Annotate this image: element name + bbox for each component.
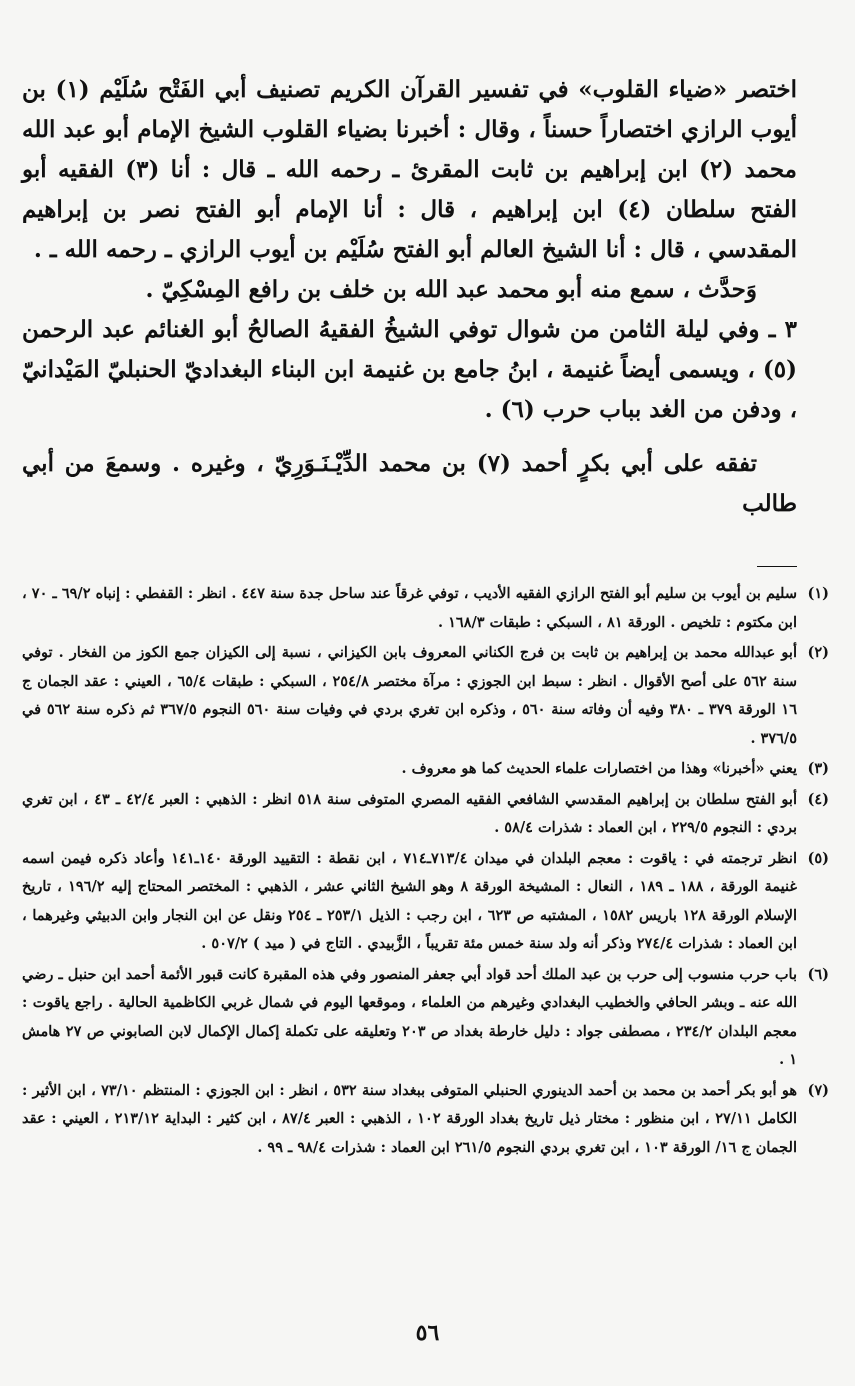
footnote-text: أبو عبدالله محمد بن إبراهيم بن ثابت بن فرج الكناني المعروف بابن الكيزاني ، نسبة إلى الكيزان جمع الكوز من الفخار . توفي سنة ٥٦٢ على أصح الأقوال . انظر : سبط ابن الجوزي : مرآة مختصر ٢٥٤/٨ ، السبكي : طبقات ٦٥/٤ ، العيني : عقد الجمان ج ١٦ الورقة ٣٧٩ ـ ٣٨٠ وفيه أن وفاته سنة ٥٦٠ ، وذكره ابن تغري بردي في وفيات سنة ٥٦٠ النجوم ٣٦٧/٥ ثم ذكره سنة ٥٦٢ في ٣٧٦/٥ . [22,644,797,747]
paragraph-2: وَحدَّث ، سمع منه أبو محمد عبد الله بن خلف بن رافع المِسْكِيّ . [145,276,757,303]
footnote-text: هو أبو بكر أحمد بن محمد بن أحمد الدينوري الحنبلي المتوفى ببغداد سنة ٥٣٢ ، انظر : ابن الجوزي : المنتظم ٧٣/١٠ ، ابن الأثير : الكامل ٢٧/١١ ، ابن منظور : مختار ذيل تاريخ بغداد الورقة ١٠٢ ، الذهبي : العبر ٨٧/٤ ، ابن كثير : البداية ٢١٣/١٢ ، العيني : عقد الجمان ج ١٦/ الورقة ١٠٣ ، ابن تغري بردي النجوم ٢٦١/٥ ابن العماد : شذرات ٩٨/٤ ـ ٩٩ . [22,1081,797,1156]
footnote-text: انظر ترجمته في : ياقوت : معجم البلدان في ميدان ٧١٣/٤ـ٧١٤ ، ابن نقطة : التقييد الورقة ١٤٠ـ١٤١ وأعاد ذكره فيمن اسمه غنيمة الورقة ، ١٨٨ ـ ١٨٩ ، النعال : المشيخة الورقة ٨ وهو الشيخ الثاني عشر ، الذهبي : المختصر المحتاج إليه ١٩٦/٢ ، تاريخ الإسلام الورقة ١٢٨ باريس ١٥٨٢ ، المشتبه ص ٦٢٣ ، ابن رجب : الذيل ٢٥٣/١ ـ ٢٥٤ ونقل عن ابن النجار وابن الدبيثي وغيرهما ، ابن العماد : شذرات ٢٧٤/٤ وذكر أنه ولد سنة خمس مئة تقريباً ، الزَّبيدي . التاج في ( ميد ) ٥٠٧/٢ . [22,849,797,952]
footnotes [22,580,829,1164]
paragraph-1: اختصر «ضياء القلوب» في تفسير القرآن الكريم تصنيف أبي الفَتْح سُلَيْم (١) بن أيوب الرازي اختصاراً حسناً ، وقال : أخبرنا بضياء القلوب الشيخ الإمام أبو عبد الله محمد (٢) ابن إبراهيم بن ثابت المقرئ ـ رحمه الله ـ قال : أنا (٣) الفقيه أبو الفتح سلطان (٤) ابن إبراهيم ، قال : أنا الإمام أبو الفتح نصر بن إبراهيم المقدسي ، قال : أنا الشيخ العالم أبو الفتح سُلَيْم بن أيوب الرازي ـ رحمه الله ـ . [22,76,797,263]
footnote-text: يعني «أخبرنا» وهذا من اختصارات علماء الحديث كما هو معروف . [401,760,797,777]
footnote-number: (٦) [807,965,829,983]
main-text [22,70,797,524]
footnote-number: (٥) [807,849,829,867]
footnote-number: (٣) [807,760,829,777]
footnote-5 [22,845,829,959]
page-number: ٥٦ [415,1320,440,1346]
footnote-text: سليم بن أيوب بن سليم أبو الفتح الرازي الفقيه الأديب ، توفي غرقاً عند ساحل جدة سنة ٤٤٧ . انظر : القفطي : إنباه ٦٩/٢ ـ ٧٠ ، ابن مكتوم : تلخيص . الورقة ٨١ ، السبكي : طبقات ١٦٨/٣ . [22,585,797,631]
footnote-separator [757,566,797,567]
footnote-3 [22,755,829,784]
paragraph-4: تفقه على أبي بكرٍ أحمد (٧) بن محمد الدِّيْـنَـوَرِيّ ، وغيره . وسمعَ من أبي طالب [22,450,797,517]
footnote-2 [22,639,829,753]
footnote-number: (٧) [807,1081,829,1099]
paragraph-3: ٣ ـ وفي ليلة الثامن من شوال توفي الشيخُ الفقيهُ الصالحُ أبو الغنائم عبد الرحمن (٥) ، ويسمى أيضاً غنيمة ، ابنُ جامع بن غنيمة ابن البناء البغداديّ الحنبليّ المَيْدانيّ ، ودفن من الغد بباب حرب (٦) . [22,316,797,423]
footnote-number: (١) [807,585,829,602]
footnote-text: باب حرب منسوب إلى حرب بن عبد الملك أحد قواد أبي جعفر المنصور وفي هذه المقبرة كانت قبور الأئمة أحمد ابن حنبل ـ رضي الله عنه ـ وبشر الحافي والخطيب البغدادي وغيرهم من العلماء ، وموقعها اليوم في شمال غربي الكاظمية الحالية . راجع ياقوت : معجم البلدان ٢٣٤/٢ ، مصطفى جواد : دليل خارطة بغداد ص ٢٠٣ وتعليقه على تكملة إكمال الإكمال لابن الصابوني ص ٢٧ هامش ١ . [22,965,797,1068]
footnote-number: (٤) [807,790,829,808]
footnote-text: أبو الفتح سلطان بن إبراهيم المقدسي الشافعي الفقيه المصري المتوفى سنة ٥١٨ انظر : الذهبي : العبر ٤٢/٤ ـ ٤٣ ، ابن تغري بردي : النجوم ٢٢٩/٥ ، ابن العماد : شذرات ٥٨/٤ . [22,790,797,836]
footnote-6 [22,961,829,1075]
footnote-1 [22,580,829,637]
footnote-4 [22,786,829,843]
footnote-7 [22,1077,829,1163]
footnote-number: (٢) [807,644,829,661]
